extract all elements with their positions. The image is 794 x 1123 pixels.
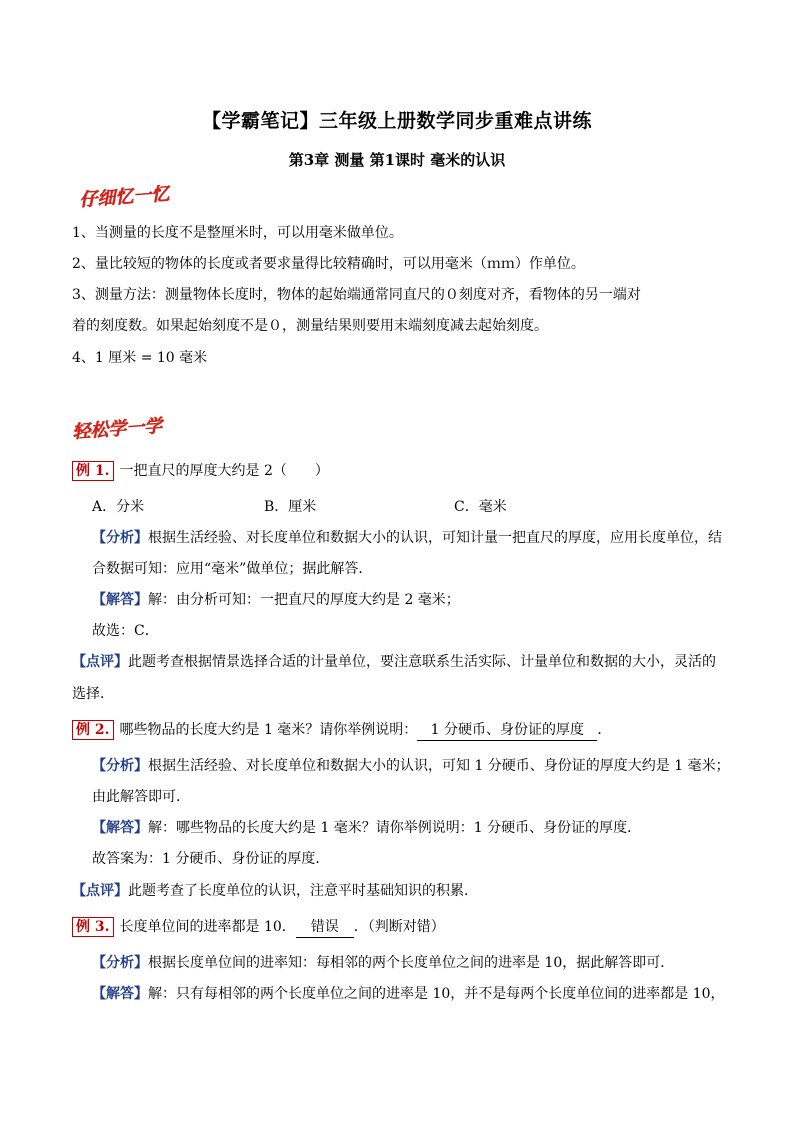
example-2-analysis-cont: 由此解答即可． xyxy=(92,789,190,805)
answer-label: 【解答】 xyxy=(92,592,148,608)
page-subtitle: 第3章 测量 第1课时 毫米的认识 xyxy=(288,151,506,169)
example-2-comment xyxy=(72,881,478,901)
example-1-option-c: C．毫米 xyxy=(454,499,507,515)
example-1-analysis-text: 根据生活经验、对长度单位和数据大小的认识，可知计量一把直尺的厚度，应用长度单位，结 xyxy=(148,530,722,546)
example-1-tag: 例 1. xyxy=(72,461,114,481)
example-1-option-a: A．分米 xyxy=(92,499,145,515)
example-1-comment-cont: 选择． xyxy=(72,686,114,702)
example-1-choice: 故选：C． xyxy=(92,623,159,639)
example-1-option-b: B．厘米 xyxy=(264,499,317,515)
comment-label: 【点评】 xyxy=(72,883,128,899)
example-1-analysis-cont: 合数据可知：应用“毫米”做单位；据此解答． xyxy=(92,561,373,577)
recall-item-3: 3、测量方法：测量物体长度时，物体的起始端通常同直尺的０刻度对齐，看物体的另一端对 xyxy=(72,287,641,303)
recall-item-1: 1、当测量的长度不是整厘米时，可以用毫米做单位。 xyxy=(72,225,403,241)
example-1-answer xyxy=(92,590,460,610)
example-3-analysis xyxy=(92,953,674,973)
recall-item-2: 2、量比较短的物体的长度或者要求量得比较精确时，可以用毫米（ｍｍ）作单位。 xyxy=(72,256,585,272)
section-heading-recall: 仔细忆一忆 xyxy=(78,183,170,211)
example-3-analysis-text: 根据长度单位间的进率知：每相邻的两个长度单位之间的进率是 10，据此解答即可． xyxy=(148,955,675,971)
example-2-answer-text: 解：哪些物品的长度大约是 1 毫米？请你举例说明：1 分硬币、身份证的厚度． xyxy=(148,820,642,836)
example-3-question-end: ．（判断对错） xyxy=(353,919,445,935)
example-1-answer-text: 解：由分析可知：一把直尺的厚度大约是 2 毫米； xyxy=(148,592,460,608)
answer-label: 【解答】 xyxy=(92,986,148,1002)
example-3-answer xyxy=(92,984,725,1004)
recall-item-4: 4、1 厘米 = 10 毫米 xyxy=(72,350,208,366)
example-2-question-end: ． xyxy=(597,722,612,738)
example-3-answer-text: 解：只有每相邻的两个长度单位之间的进率是 10，并不是每两个长度单位间的进率都是 10， xyxy=(148,986,725,1002)
example-3-tag: 例 3. xyxy=(72,917,114,937)
recall-item-3-cont: 着的刻度数。如果起始刻度不是０，测量结果则要用末端刻度减去起始刻度。 xyxy=(72,318,548,334)
analysis-label: 【分析】 xyxy=(92,955,148,971)
page-title: 【学霸笔记】三年级上册数学同步重难点讲练 xyxy=(201,110,592,132)
example-2-tag: 例 2. xyxy=(72,720,114,740)
analysis-label: 【分析】 xyxy=(92,530,148,546)
comment-label: 【点评】 xyxy=(72,654,128,670)
example-2-comment-text: 此题考查了长度单位的认识，注意平时基础知识的积累． xyxy=(128,883,478,899)
example-2-question xyxy=(72,720,611,741)
example-3-question xyxy=(72,917,445,938)
example-2-final: 故答案为：1 分硬币、身份证的厚度． xyxy=(92,851,330,867)
example-1-comment-text: 此题考查根据情景选择合适的计量单位，要注意联系生活实际、计量单位和数据的大小，灵活的 xyxy=(128,654,716,670)
example-1-question-text: 一把直尺的厚度大约是 2（ ） xyxy=(119,463,329,479)
example-1-question xyxy=(72,461,329,481)
example-3-question-text: 长度单位间的进率都是 10． xyxy=(119,919,296,935)
answer-label: 【解答】 xyxy=(92,820,148,836)
example-2-analysis-text: 根据生活经验、对长度单位和数据大小的认识，可知 1 分硬币、身份证的厚度大约是 1 毫米； xyxy=(148,758,730,774)
example-3-answer-blank: 错误 xyxy=(296,917,354,938)
example-2-analysis xyxy=(92,756,730,776)
analysis-label: 【分析】 xyxy=(92,758,148,774)
example-2-question-text: 哪些物品的长度大约是 1 毫米？请你举例说明： xyxy=(119,722,418,738)
example-1-comment xyxy=(72,652,716,672)
example-2-answer xyxy=(92,818,641,838)
section-heading-learn: 轻松学一学 xyxy=(71,415,163,443)
example-1-analysis xyxy=(92,528,722,548)
example-2-answer-blank: 1 分硬币、身份证的厚度 xyxy=(417,720,597,741)
